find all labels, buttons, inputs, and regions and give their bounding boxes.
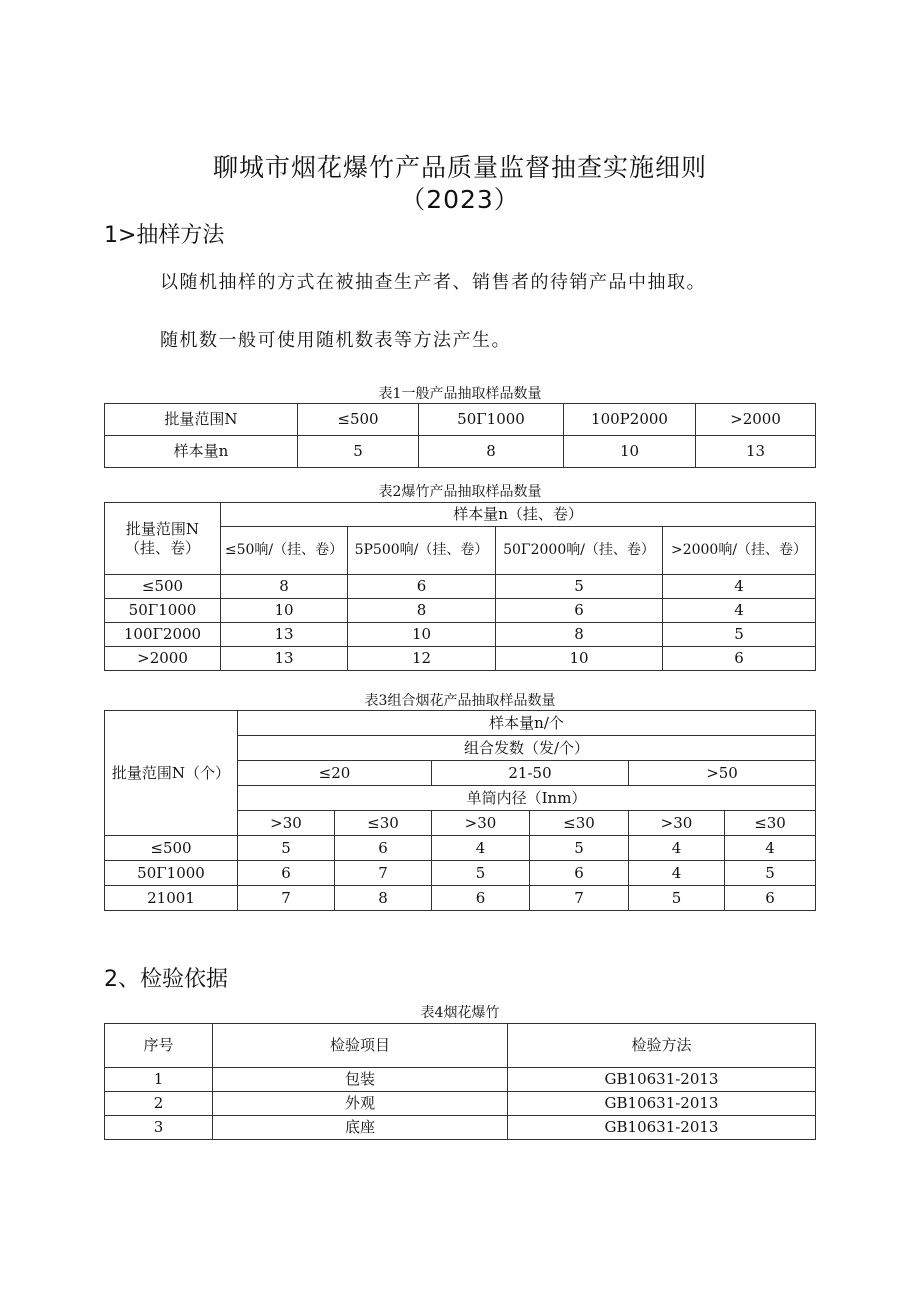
table-cell: 13	[221, 647, 348, 671]
document-year: （2023）	[400, 185, 520, 214]
table-cell: ≤500	[105, 575, 221, 599]
table-cell: 6	[725, 886, 816, 911]
table-row	[105, 623, 816, 647]
table-header-cell: 序号	[105, 1024, 213, 1068]
table3-combination-fireworks-sampling	[104, 710, 816, 911]
section1-heading: 1>抽样方法	[104, 223, 225, 248]
table2-caption: 表2爆竹产品抽取样品数量	[378, 484, 542, 500]
table2-subheader: 50Γ2000响/（挂、卷）	[496, 527, 663, 575]
table3-diameter-label: ≤30	[335, 811, 432, 836]
table-row	[105, 404, 816, 436]
table2-subheader: 5P500响/（挂、卷）	[348, 527, 496, 575]
table-cell: 7	[530, 886, 629, 911]
table4-caption: 表4烟花爆竹	[420, 1005, 500, 1021]
table-cell: 7	[238, 886, 335, 911]
section1-paragraph-1: 以随机抽样的方式在被抽查生产者、销售者的待销产品中抽取。	[160, 272, 706, 293]
table-cell: 50Γ1000	[105, 861, 238, 886]
table4-inspection-basis	[104, 1023, 816, 1140]
table-cell: 5	[663, 623, 816, 647]
table-cell: 外观	[213, 1092, 508, 1116]
table-header-row	[105, 1024, 816, 1068]
table-cell: 10	[348, 623, 496, 647]
table-cell: 13	[696, 436, 816, 468]
document-title: 聊城市烟花爆竹产品质量监督抽查实施细则	[212, 153, 707, 182]
table-cell: GB10631-2013	[508, 1116, 816, 1140]
table-cell: 8	[348, 599, 496, 623]
table-row	[105, 861, 816, 886]
table-cell: 样本量n	[105, 436, 298, 468]
table-row	[105, 436, 816, 468]
table3-count-header: 组合发数（发/个）	[238, 736, 816, 761]
table-row	[105, 575, 816, 599]
table-cell: 100Γ2000	[105, 623, 221, 647]
section2-heading: 2、检验依据	[104, 967, 228, 992]
table-row	[105, 836, 816, 861]
table-cell: >2000	[696, 404, 816, 436]
table-cell: 4	[629, 836, 725, 861]
table-cell: 50Γ1000	[105, 599, 221, 623]
table3-corner-header: 批量范围N（个）	[105, 711, 238, 836]
table-cell: 8	[419, 436, 564, 468]
table-row	[105, 886, 816, 911]
table-cell: 6	[238, 861, 335, 886]
table-cell: ≤500	[105, 836, 238, 861]
table-cell: 100P2000	[564, 404, 696, 436]
section1-paragraph-2: 随机数一般可使用随机数表等方法产生。	[160, 330, 511, 351]
table-cell: GB10631-2013	[508, 1068, 816, 1092]
table3-caption: 表3组合烟花产品抽取样品数量	[364, 693, 556, 709]
table-cell: 5	[298, 436, 419, 468]
table2-firecracker-sampling	[104, 502, 816, 671]
table2-group-header: 样本量n（挂、卷）	[221, 503, 816, 527]
table-cell: 21001	[105, 886, 238, 911]
table-cell: 13	[221, 623, 348, 647]
table3-sample-header: 样本量n/个	[238, 711, 816, 736]
table-cell: 1	[105, 1068, 213, 1092]
table-cell: 8	[496, 623, 663, 647]
table-cell: 4	[725, 836, 816, 861]
table-cell: 7	[335, 861, 432, 886]
table-cell: 6	[663, 647, 816, 671]
table-row	[105, 647, 816, 671]
table-cell: 6	[432, 886, 530, 911]
table-row	[105, 1092, 816, 1116]
table-cell: 3	[105, 1116, 213, 1140]
table-cell: 5	[530, 836, 629, 861]
table-cell: 12	[348, 647, 496, 671]
table-cell: 4	[663, 599, 816, 623]
table-cell: 10	[221, 599, 348, 623]
table-cell: 6	[348, 575, 496, 599]
table-cell: 4	[663, 575, 816, 599]
table1-general-sampling	[104, 403, 816, 468]
table3-count-group: 21-50	[432, 761, 629, 786]
table-cell: 4	[432, 836, 530, 861]
table2-corner-header: 批量范围N（挂、卷）	[105, 503, 221, 575]
table-cell: 5	[629, 886, 725, 911]
table-cell: 10	[564, 436, 696, 468]
table-cell: >2000	[105, 647, 221, 671]
table-cell: GB10631-2013	[508, 1092, 816, 1116]
table2-subheader: ≤50响/（挂、卷）	[221, 527, 348, 575]
table3-diameter-header: 单筒内径（Inm）	[238, 786, 816, 811]
table-cell: 50Γ1000	[419, 404, 564, 436]
table-cell: 5	[725, 861, 816, 886]
table-header-cell: 检验项目	[213, 1024, 508, 1068]
table3-diameter-label: >30	[238, 811, 335, 836]
table3-count-group: ≤20	[238, 761, 432, 786]
table-cell: 5	[496, 575, 663, 599]
table-cell: 6	[335, 836, 432, 861]
table2-subheader: >2000响/（挂、卷）	[663, 527, 816, 575]
table3-diameter-label: ≤30	[725, 811, 816, 836]
table-cell: 5	[238, 836, 335, 861]
table3-diameter-label: ≤30	[530, 811, 629, 836]
table1-caption: 表1一般产品抽取样品数量	[378, 386, 542, 402]
table-cell: 批量范围N	[105, 404, 298, 436]
table-cell: 8	[221, 575, 348, 599]
table-cell: 底座	[213, 1116, 508, 1140]
table-header-row	[105, 711, 816, 736]
table-cell: 6	[496, 599, 663, 623]
table3-diameter-label: >30	[432, 811, 530, 836]
table-cell: 4	[629, 861, 725, 886]
table-cell: 6	[530, 861, 629, 886]
table-cell: 10	[496, 647, 663, 671]
table-cell: 包装	[213, 1068, 508, 1092]
table-row	[105, 1116, 816, 1140]
table-header-row	[105, 503, 816, 527]
table3-count-group: >50	[629, 761, 816, 786]
table-row	[105, 599, 816, 623]
table-cell: ≤500	[298, 404, 419, 436]
table-header-cell: 检验方法	[508, 1024, 816, 1068]
table-cell: 8	[335, 886, 432, 911]
table-row	[105, 1068, 816, 1092]
table3-diameter-label: >30	[629, 811, 725, 836]
table-cell: 5	[432, 861, 530, 886]
table-cell: 2	[105, 1092, 213, 1116]
